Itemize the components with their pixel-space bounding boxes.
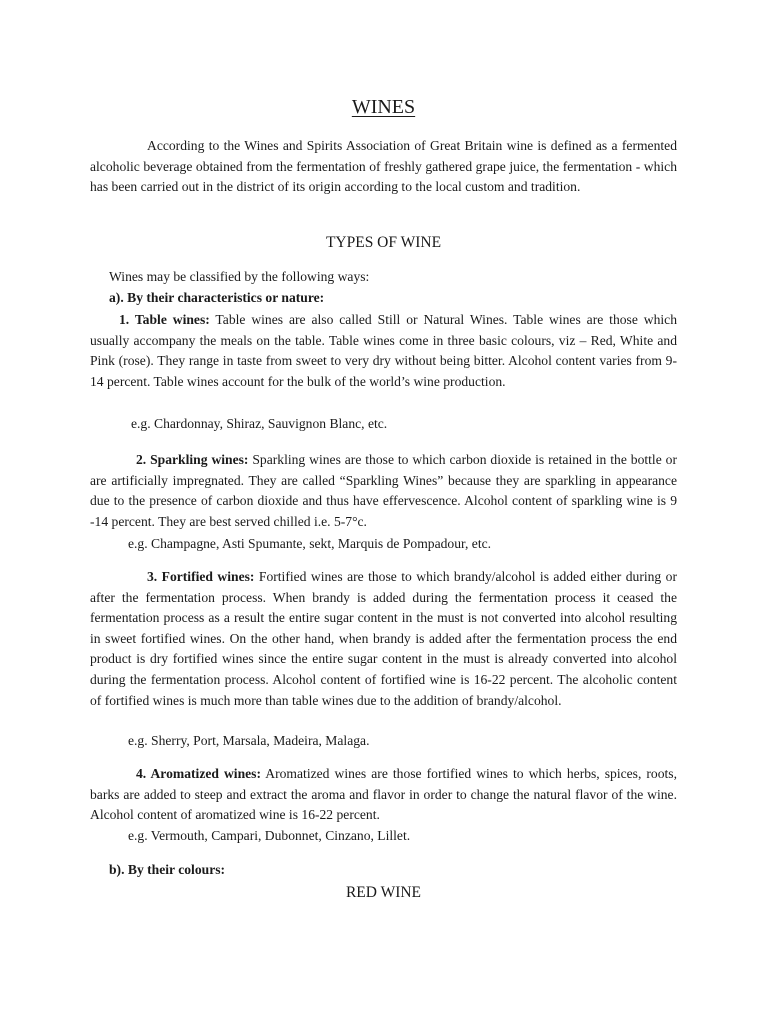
document-title: WINES xyxy=(351,96,416,118)
types-of-wine-heading: TYPES OF WINE xyxy=(325,234,442,251)
table-wines-label: 1. Table wines: xyxy=(119,312,210,327)
aromatized-wines-example: e.g. Vermouth, Campari, Dubonnet, Cinzano, Lillet. xyxy=(128,828,411,843)
intro-paragraph: According to the Wines and Spirits Association of Great Britain wine is defined as a fermented alcoholic beverage obtained from the fermentation of freshly gathered grape juice, the fermentation - which has been carried out in the district of its origin according to the local custom and tradition. xyxy=(90,138,677,195)
table-wines-paragraph xyxy=(90,310,677,392)
aromatized-wines-text: Aromatized wines are those fortified wines to which herbs, spices, roots, barks are added to steep and extract the aroma and flavor in order to change the natural flavor of the wine. Alcohol content of aromatized wine is 16-22 percent. xyxy=(90,766,677,823)
fortified-wines-example: e.g. Sherry, Port, Marsala, Madeira, Malaga. xyxy=(128,733,370,748)
sparkling-wines-example: e.g. Champagne, Asti Spumante, sekt, Marquis de Pompadour, etc. xyxy=(128,536,492,551)
aromatized-wines-paragraph xyxy=(90,764,677,826)
section-b-heading: b). By their colours: xyxy=(109,862,226,877)
table-wines-example: e.g. Chardonnay, Shiraz, Sauvignon Blanc, etc. xyxy=(131,416,388,431)
sparkling-wines-paragraph xyxy=(90,450,677,532)
sparkling-wines-label: 2. Sparkling wines: xyxy=(136,452,249,467)
fortified-wines-paragraph xyxy=(90,567,677,711)
classification-intro: Wines may be classified by the following ways: xyxy=(109,269,370,284)
red-wine-heading: RED WINE xyxy=(345,884,422,901)
sparkling-wines-text: Sparkling wines are those to which carbon dioxide is retained in the bottle or are artificially impregnated. They are called “Sparkling Wines” because they are sparkling in appearance due to the presence of carbon dioxide and thus have effervescence. Alcohol content of sparkling wine is 9 -14 percent. They are best served chilled i.e. 5-7°c. xyxy=(90,452,677,529)
aromatized-wines-label: 4. Aromatized wines: xyxy=(136,766,261,781)
fortified-wines-label: 3. Fortified wines: xyxy=(147,569,255,584)
table-wines-text: Table wines are also called Still or Natural Wines. Table wines are those which usually accompany the meals on the table. Table wines come in three basic colours, viz – Red, White and Pink (rose). They range in taste from sweet to very dry without being bitter. Alcohol content varies from 9-14 percent. Table wines account for the bulk of the world’s wine production. xyxy=(90,312,677,389)
section-a-heading: a). By their characteristics or nature: xyxy=(109,290,325,305)
fortified-wines-text: Fortified wines are those to which brandy/alcohol is added either during or after the fermentation process. When brandy is added during the fermentation process it ceased the fermentation process as a result the entire sugar content in the must is not converted into alcohol resulting in sweet fortified wines. On the other hand, when brandy is added after the fermentation process the end product is dry fortified wines since the entire sugar content in the must is already converted into alcohol during the fermentation process. Alcohol content of fortified wine is 16-22 percent. The alcoholic content of fortified wines is much more than table wines due to the addition of brandy/alcohol. xyxy=(90,569,677,708)
